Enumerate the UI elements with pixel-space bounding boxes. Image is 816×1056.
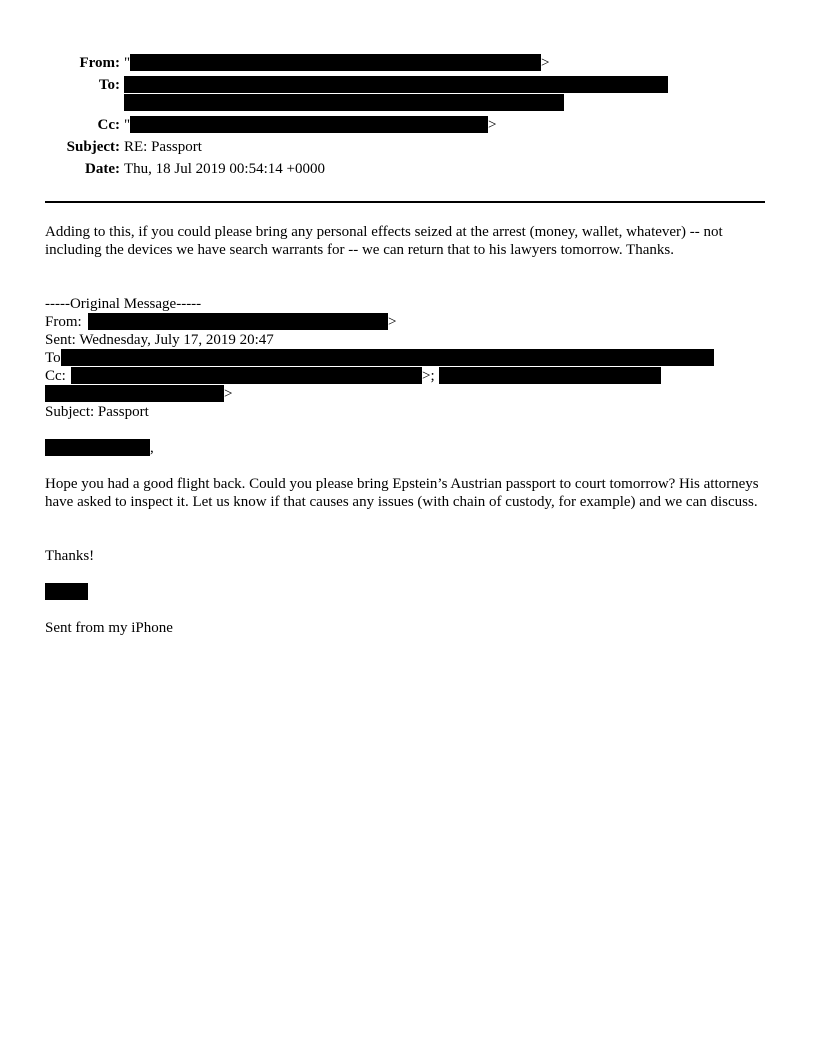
to-redaction-2 [124,94,564,111]
subject-value: RE: Passport [124,139,202,155]
subject-label-box [0,138,120,156]
original-sent: Sent: Wednesday, July 17, 2019 20:47 [45,332,274,348]
from-redaction [130,54,541,71]
original-cc-redaction-3 [45,385,224,402]
original-to-label: To [45,350,61,366]
header-divider [45,201,765,203]
cc-redaction [130,116,488,133]
subject-label: Subject: [66,139,120,155]
sender-name-redaction [45,583,88,600]
from-close-bracket: > [541,55,550,71]
from-label: From: [79,55,120,71]
original-from-redaction [88,313,388,330]
original-cc-separator: >; [422,368,435,384]
cc-close-bracket: > [488,117,497,133]
greeting-comma: , [150,440,154,456]
original-cc-label: Cc: [45,368,66,384]
date-label: Date: [85,161,120,177]
original-message: Hope you had a good flight back. Could you please bring Epstein’s Austrian passport to court tomorrow? His attorneys have asked to inspect it. Let us know if that causes any issues (with chain of custody, for example) and we can discuss. [45,476,759,510]
date-value: Thu, 18 Jul 2019 00:54:14 +0000 [124,161,325,177]
original-to-redaction [61,349,714,366]
to-label: To: [98,77,120,93]
original-thanks: Thanks! [45,548,95,564]
original-from-label: From: [45,314,82,330]
reply-text: Adding to this, if you could please bring any personal effects seized at the arrest (money, wallet, whatever) -- not including the devices we have search warrants for -- we can return that to his lawyers tomorrow. Thanks. [45,224,723,258]
to-label-box [0,76,120,94]
date-label-box [0,160,120,178]
original-cc-redaction-2 [439,367,661,384]
original-from-close: > [388,314,397,330]
to-redaction-1 [124,76,668,93]
cc-open-quote: " [124,117,131,133]
greeting-name-redaction [45,439,150,456]
original-cc-redaction-1 [71,367,422,384]
original-cc-close: > [224,386,233,402]
from-open-quote: " [124,55,131,71]
cc-label-box [0,116,120,134]
original-signature: Sent from my iPhone [45,620,173,636]
cc-label: Cc: [97,117,120,133]
original-divider: -----Original Message----- [45,296,202,312]
original-subject: Subject: Passport [45,404,149,420]
from-label-box [0,54,120,72]
